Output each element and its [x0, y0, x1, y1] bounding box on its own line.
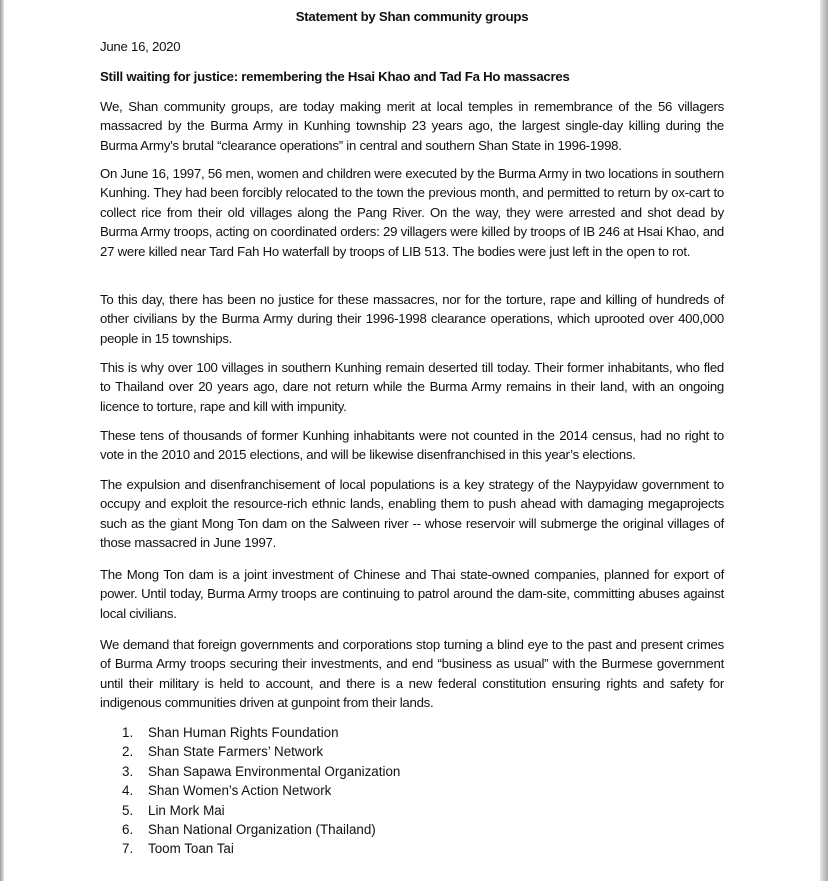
- document-title: Statement by Shan community groups: [295, 9, 529, 24]
- signatory-item: 5. Lin Mork Mai: [122, 801, 400, 820]
- paragraph-3: To this day, there has been no justice for these massacres, nor for the torture, rape and killing of hundreds of other civilians by the Burma Army during their 1996-1998 clearance operations, which uprooted over 400,000 people in 15 townships.: [100, 292, 724, 346]
- paragraph-4: This is why over 100 villages in southern Kunhing remain deserted till today. Their former inhabitants, who fled to Thailand over 20 years ago, dare not return while the Burma Army remains in their land, with an ongoing licence to torture, rape and kill with impunity.: [100, 360, 724, 414]
- paragraph-2: On June 16, 1997, 56 men, women and children were executed by the Burma Army in two locations in southern Kunhing. They had been forcibly relocated to the town the previous month, and permitted to return by ox-cart to collect rice from their old villages along the Pang River. On the way, they were arrested and shot dead by Burma Army troops, acting on coordinated orders: 29 villagers were killed by troops of IB 246 at Hsai Khao, and 27 were killed near Tard Fah Ho waterfall by troops of LIB 513. The bodies were just left in the open to rot.: [100, 166, 724, 259]
- paragraph-6: The expulsion and disenfranchisement of local populations is a key strategy of the Naypyidaw government to occupy and exploit the resource-rich ethnic lands, enabling them to push ahead with damaging megaprojects such as the giant Mong Ton dam on the Salween river -- whose reservoir will submerge the original villages of those massacred in June 1997.: [100, 477, 724, 551]
- signatory-item: 3. Shan Sapawa Environmental Organization: [122, 762, 400, 781]
- signatory-name: Shan Sapawa Environmental Organization: [148, 763, 401, 779]
- signatory-name: Lin Mork Mai: [148, 802, 225, 818]
- signatory-item: 6. Shan National Organization (Thailand): [122, 820, 400, 839]
- paragraph-8: We demand that foreign governments and corporations stop turning a blind eye to the past and present crimes of Burma Army troops securing their investments, and end “business as usual” with the Burmese government until their military is held to account, and there is a new federal constitution ensuring rights and safety for indigenous communities driven at gunpoint from their lands.: [100, 637, 724, 711]
- signatory-item: 4. Shan Women’s Action Network: [122, 781, 400, 800]
- signatory-name: Shan Human Rights Foundation: [148, 725, 339, 740]
- page-edge-left: [0, 0, 4, 881]
- signatory-item: 2. Shan State Farmers’ Network: [122, 742, 400, 761]
- signatory-name: Toom Toan Tai: [148, 841, 234, 857]
- page-edge-right: [820, 0, 828, 881]
- document-date: June 16, 2020: [100, 39, 181, 54]
- paragraph-5: These tens of thousands of former Kunhing inhabitants were not counted in the 2014 census, had no right to vote in the 2010 and 2015 elections, and will be likewise disenfranchised in this year’s elections.: [100, 428, 724, 463]
- signatory-name: Shan National Organization (Thailand): [148, 821, 376, 837]
- signatory-name: Shan State Farmers’ Network: [148, 744, 324, 760]
- signatory-list: [122, 723, 400, 859]
- paragraph-1: We, Shan community groups, are today making merit at local temples in remembrance of the 56 villagers massacred by the Burma Army in Kunhing township 23 years ago, the largest single-day killing during the Burma Army’s brutal “clearance operations” in central and southern Shan State in 1996-1998.: [100, 99, 724, 153]
- signatory-name: Shan Women’s Action Network: [148, 783, 332, 799]
- signatory-item: 7. Toom Toan Tai: [122, 839, 400, 858]
- document-heading: Still waiting for justice: remembering the Hsai Khao and Tad Fa Ho massacres: [100, 69, 570, 84]
- signatory-item: 1. Shan Human Rights Foundation: [122, 723, 400, 742]
- paragraph-7: The Mong Ton dam is a joint investment of Chinese and Thai state-owned companies, planned for export of power. Until today, Burma Army troops are continuing to patrol around the dam-site, committing abuses against local civilians.: [100, 567, 724, 621]
